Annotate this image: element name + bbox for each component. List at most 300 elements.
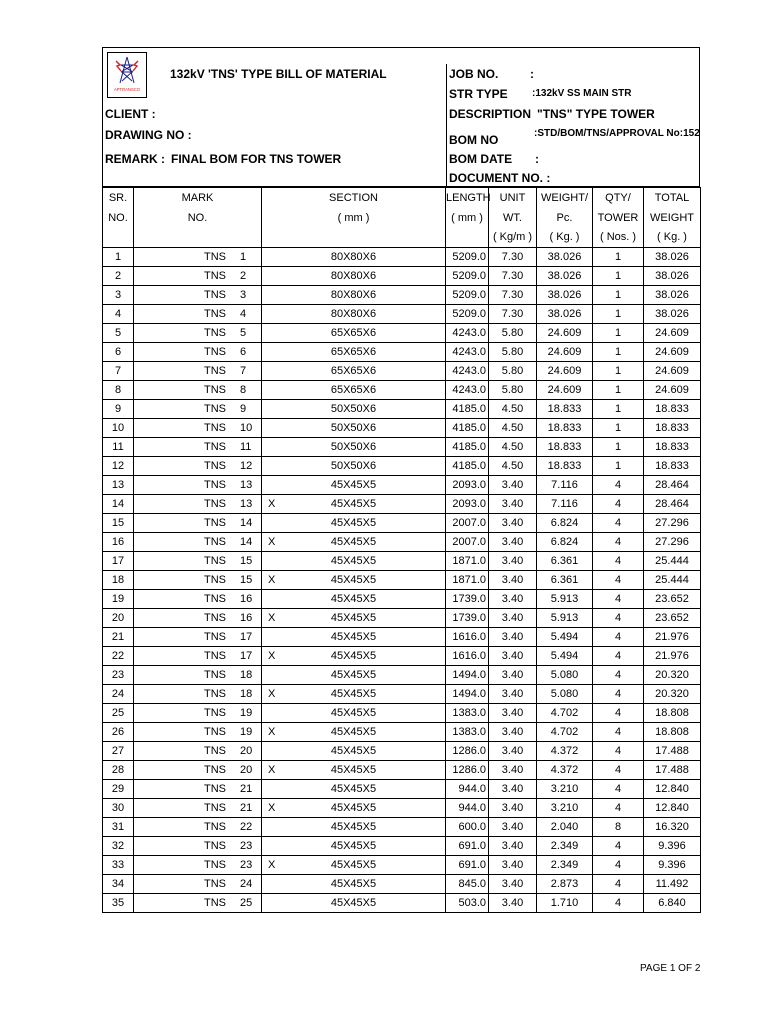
total-cell: 23.652 — [644, 590, 701, 609]
mark-prefix: TNS — [204, 840, 226, 852]
length-cell: 4185.0 — [446, 438, 489, 457]
section-cell: 45X45X5 — [262, 495, 446, 514]
weight-cell: 5.913 — [537, 590, 593, 609]
col-weight: ( Kg. ) — [537, 228, 593, 248]
mark-prefix: TNS — [204, 270, 226, 282]
length-cell: 5209.0 — [446, 286, 489, 305]
unit-weight-cell: 4.50 — [489, 457, 537, 476]
weight-cell: 4.702 — [537, 704, 593, 723]
unit-weight-cell: 3.40 — [489, 761, 537, 780]
total-cell: 16.320 — [644, 818, 701, 837]
mark-cell — [134, 248, 262, 267]
length-cell: 1616.0 — [446, 647, 489, 666]
mark-prefix: TNS — [204, 460, 226, 472]
mark-number: 18 — [240, 688, 253, 700]
unit-weight-cell: 7.30 — [489, 248, 537, 267]
mark-prefix: TNS — [204, 498, 226, 510]
mark-cell — [134, 286, 262, 305]
section-cell: 50X50X6 — [262, 400, 446, 419]
str-type-label: STR TYPE — [449, 87, 508, 101]
mark-cell — [134, 438, 262, 457]
mark-number: 14 — [240, 517, 253, 529]
length-cell: 4185.0 — [446, 400, 489, 419]
mark-cell — [134, 381, 262, 400]
col-length: ( mm ) — [446, 208, 489, 228]
qty-cell: 4 — [593, 875, 644, 894]
remark-value: FINAL BOM FOR TNS TOWER — [171, 152, 342, 166]
table-row — [103, 647, 701, 666]
mark-cell — [134, 666, 262, 685]
unit-weight-cell: 4.50 — [489, 400, 537, 419]
column-header-row — [103, 188, 701, 208]
total-cell: 18.833 — [644, 419, 701, 438]
length-cell: 1616.0 — [446, 628, 489, 647]
length-cell: 1383.0 — [446, 704, 489, 723]
total-cell: 20.320 — [644, 666, 701, 685]
col-qty: TOWER — [593, 208, 644, 228]
mark-cell — [134, 514, 262, 533]
total-cell: 9.396 — [644, 837, 701, 856]
bom-no-label: BOM NO — [449, 133, 499, 147]
total-cell: 11.492 — [644, 875, 701, 894]
table-row — [103, 495, 701, 514]
total-cell: 24.609 — [644, 362, 701, 381]
total-cell: 28.464 — [644, 495, 701, 514]
total-cell: 12.840 — [644, 799, 701, 818]
qty-cell: 4 — [593, 666, 644, 685]
section-cell: 65X65X6 — [262, 343, 446, 362]
section-cell: 45X45X5 — [262, 856, 446, 875]
mark-prefix: TNS — [204, 688, 226, 700]
table-row — [103, 609, 701, 628]
length-cell: 944.0 — [446, 780, 489, 799]
table-row — [103, 571, 701, 590]
sr-cell: 35 — [103, 894, 134, 913]
mark-cell — [134, 305, 262, 324]
mark-prefix: TNS — [204, 574, 226, 586]
total-cell: 18.833 — [644, 400, 701, 419]
length-cell: 1871.0 — [446, 571, 489, 590]
unit-weight-cell: 7.30 — [489, 286, 537, 305]
mark-cell — [134, 362, 262, 381]
mark-prefix: TNS — [204, 631, 226, 643]
col-sr — [103, 228, 134, 248]
sr-cell: 7 — [103, 362, 134, 381]
qty-cell: 4 — [593, 495, 644, 514]
unit-weight-cell: 3.40 — [489, 514, 537, 533]
mark-prefix: TNS — [204, 859, 226, 871]
mark-number: 6 — [240, 346, 247, 358]
mark-cell — [134, 533, 276, 552]
section-cell: 45X45X5 — [262, 761, 446, 780]
table-row — [103, 419, 701, 438]
mark-prefix: TNS — [204, 764, 226, 776]
mark-number: 17 — [240, 631, 253, 643]
col-unit: UNIT — [489, 188, 537, 208]
total-cell: 24.609 — [644, 343, 701, 362]
sr-cell: 31 — [103, 818, 134, 837]
mark-prefix: TNS — [204, 669, 226, 681]
unit-weight-cell: 3.40 — [489, 780, 537, 799]
column-header-row — [103, 208, 701, 228]
table-row — [103, 837, 701, 856]
sr-cell: 33 — [103, 856, 134, 875]
sr-cell: 9 — [103, 400, 134, 419]
mark-prefix: TNS — [204, 726, 226, 738]
section-cell: 45X45X5 — [262, 666, 446, 685]
description-label: DESCRIPTION — [449, 107, 532, 121]
mark-prefix: TNS — [204, 783, 226, 795]
total-cell: 38.026 — [644, 267, 701, 286]
col-mark: NO. — [134, 208, 262, 228]
length-cell: 1286.0 — [446, 742, 489, 761]
total-cell: 18.808 — [644, 723, 701, 742]
weight-cell: 38.026 — [537, 267, 593, 286]
job-no-label: JOB NO. — [449, 67, 499, 81]
col-length — [446, 228, 489, 248]
section-cell: 65X65X6 — [262, 362, 446, 381]
length-cell: 1286.0 — [446, 761, 489, 780]
section-cell: 45X45X5 — [262, 723, 446, 742]
table-row — [103, 761, 701, 780]
bom-sheet — [102, 47, 700, 913]
col-mark — [134, 228, 262, 248]
mark-prefix: TNS — [204, 289, 226, 301]
section-cell: 45X45X5 — [262, 837, 446, 856]
unit-weight-cell: 3.40 — [489, 799, 537, 818]
section-cell: 50X50X6 — [262, 438, 446, 457]
total-cell: 25.444 — [644, 552, 701, 571]
section-cell: 45X45X5 — [262, 533, 446, 552]
section-cell: 45X45X5 — [262, 647, 446, 666]
mark-number: 19 — [240, 707, 253, 719]
table-row — [103, 742, 701, 761]
qty-cell: 1 — [593, 381, 644, 400]
unit-weight-cell: 3.40 — [489, 894, 537, 913]
unit-weight-cell: 3.40 — [489, 837, 537, 856]
section-cell: 65X65X6 — [262, 324, 446, 343]
mark-cell — [134, 324, 262, 343]
mark-prefix: TNS — [204, 365, 226, 377]
col-length: LENGTH — [446, 188, 489, 208]
total-cell: 6.840 — [644, 894, 701, 913]
weight-cell: 38.026 — [537, 248, 593, 267]
mark-cell — [134, 457, 262, 476]
total-cell: 24.609 — [644, 324, 701, 343]
mark-cell — [134, 571, 276, 590]
mark-cell — [134, 704, 262, 723]
mark-suffix: X — [268, 574, 276, 586]
qty-cell: 1 — [593, 324, 644, 343]
total-cell: 27.296 — [644, 514, 701, 533]
table-row — [103, 666, 701, 685]
mark-number: 12 — [240, 460, 253, 472]
bom-header — [102, 47, 700, 187]
company-logo — [107, 52, 147, 98]
mark-number: 16 — [240, 612, 253, 624]
total-cell: 20.320 — [644, 685, 701, 704]
mark-number: 20 — [240, 764, 253, 776]
qty-cell: 4 — [593, 742, 644, 761]
mark-number: 23 — [240, 840, 253, 852]
mark-number: 10 — [240, 422, 253, 434]
unit-weight-cell: 3.40 — [489, 723, 537, 742]
mark-prefix: TNS — [204, 821, 226, 833]
length-cell: 5209.0 — [446, 267, 489, 286]
mark-prefix: TNS — [204, 251, 226, 263]
table-row — [103, 267, 701, 286]
table-row — [103, 704, 701, 723]
section-cell: 45X45X5 — [262, 514, 446, 533]
qty-cell: 4 — [593, 552, 644, 571]
mark-suffix: X — [268, 802, 276, 814]
unit-weight-cell: 3.40 — [489, 628, 537, 647]
client-label: CLIENT : — [105, 107, 156, 121]
bom-date-label: BOM DATE — [449, 152, 513, 166]
unit-weight-cell: 3.40 — [489, 476, 537, 495]
mark-cell — [134, 552, 262, 571]
mark-cell — [134, 267, 262, 286]
qty-cell: 1 — [593, 438, 644, 457]
mark-cell — [134, 647, 276, 666]
sr-cell: 5 — [103, 324, 134, 343]
job-no-colon: : — [530, 67, 534, 81]
mark-cell — [134, 761, 276, 780]
weight-cell: 18.833 — [537, 419, 593, 438]
qty-cell: 1 — [593, 419, 644, 438]
qty-cell: 4 — [593, 723, 644, 742]
sr-cell: 15 — [103, 514, 134, 533]
weight-cell: 5.494 — [537, 628, 593, 647]
mark-number: 21 — [240, 783, 253, 795]
unit-weight-cell: 3.40 — [489, 818, 537, 837]
mark-suffix: X — [268, 726, 276, 738]
description-value: "TNS" TYPE TOWER — [537, 107, 655, 121]
mark-cell — [134, 837, 262, 856]
mark-cell — [134, 894, 262, 913]
mark-suffix: X — [268, 764, 276, 776]
total-cell: 18.808 — [644, 704, 701, 723]
qty-cell: 1 — [593, 305, 644, 324]
sr-cell: 29 — [103, 780, 134, 799]
section-cell: 45X45X5 — [262, 799, 446, 818]
weight-cell: 2.040 — [537, 818, 593, 837]
table-row — [103, 590, 701, 609]
weight-cell: 3.210 — [537, 780, 593, 799]
col-sr: SR. — [103, 188, 134, 208]
mark-number: 18 — [240, 669, 253, 681]
weight-cell: 38.026 — [537, 305, 593, 324]
section-cell: 45X45X5 — [262, 742, 446, 761]
mark-number: 21 — [240, 802, 253, 814]
bom-no-value: :STD/BOM/TNS/APPROVAL No:152 — [534, 128, 700, 139]
table-row — [103, 476, 701, 495]
unit-weight-cell: 5.80 — [489, 324, 537, 343]
qty-cell: 4 — [593, 856, 644, 875]
sr-cell: 10 — [103, 419, 134, 438]
qty-cell: 4 — [593, 590, 644, 609]
weight-cell: 4.372 — [537, 742, 593, 761]
mark-suffix: X — [268, 859, 276, 871]
mark-number: 9 — [240, 403, 247, 415]
mark-number: 8 — [240, 384, 247, 396]
mark-cell — [134, 343, 262, 362]
sr-cell: 34 — [103, 875, 134, 894]
length-cell: 4185.0 — [446, 457, 489, 476]
section-cell: 50X50X6 — [262, 457, 446, 476]
col-qty: QTY/ — [593, 188, 644, 208]
mark-prefix: TNS — [204, 403, 226, 415]
logo-text: APTRANSCO — [113, 87, 141, 92]
table-row — [103, 856, 701, 875]
unit-weight-cell: 5.80 — [489, 343, 537, 362]
qty-cell: 1 — [593, 248, 644, 267]
weight-cell: 5.913 — [537, 609, 593, 628]
table-row — [103, 400, 701, 419]
col-total: WEIGHT — [644, 208, 701, 228]
sr-cell: 32 — [103, 837, 134, 856]
qty-cell: 4 — [593, 571, 644, 590]
length-cell: 691.0 — [446, 856, 489, 875]
mark-cell — [134, 476, 262, 495]
section-cell: 65X65X6 — [262, 381, 446, 400]
sr-cell: 14 — [103, 495, 134, 514]
length-cell: 4243.0 — [446, 343, 489, 362]
sr-cell: 2 — [103, 267, 134, 286]
total-cell: 17.488 — [644, 742, 701, 761]
total-cell: 18.833 — [644, 457, 701, 476]
total-cell: 9.396 — [644, 856, 701, 875]
mark-cell — [134, 590, 262, 609]
total-cell: 25.444 — [644, 571, 701, 590]
qty-cell: 1 — [593, 362, 644, 381]
mark-number: 24 — [240, 878, 253, 890]
mark-prefix: TNS — [204, 308, 226, 320]
mark-number: 13 — [240, 498, 253, 510]
total-cell: 21.976 — [644, 647, 701, 666]
length-cell: 845.0 — [446, 875, 489, 894]
sr-cell: 8 — [103, 381, 134, 400]
qty-cell: 4 — [593, 533, 644, 552]
qty-cell: 4 — [593, 685, 644, 704]
unit-weight-cell: 3.40 — [489, 742, 537, 761]
mark-cell — [134, 685, 276, 704]
qty-cell: 8 — [593, 818, 644, 837]
qty-cell: 4 — [593, 799, 644, 818]
length-cell: 4185.0 — [446, 419, 489, 438]
table-row — [103, 438, 701, 457]
mark-number: 7 — [240, 365, 247, 377]
mark-prefix: TNS — [204, 897, 226, 909]
sr-cell: 25 — [103, 704, 134, 723]
unit-weight-cell: 4.50 — [489, 438, 537, 457]
unit-weight-cell: 3.40 — [489, 685, 537, 704]
weight-cell: 24.609 — [537, 324, 593, 343]
qty-cell: 4 — [593, 894, 644, 913]
bom-title: 132kV 'TNS' TYPE BILL OF MATERIAL — [170, 67, 387, 81]
sr-cell: 24 — [103, 685, 134, 704]
mark-number: 23 — [240, 859, 253, 871]
unit-weight-cell: 3.40 — [489, 552, 537, 571]
mark-prefix: TNS — [204, 384, 226, 396]
qty-cell: 4 — [593, 780, 644, 799]
mark-cell — [134, 780, 262, 799]
sr-cell: 11 — [103, 438, 134, 457]
sr-cell: 4 — [103, 305, 134, 324]
table-row — [103, 286, 701, 305]
section-cell: 45X45X5 — [262, 818, 446, 837]
section-cell: 45X45X5 — [262, 476, 446, 495]
qty-cell: 1 — [593, 457, 644, 476]
sr-cell: 20 — [103, 609, 134, 628]
section-cell: 80X80X6 — [262, 248, 446, 267]
bom-table — [102, 187, 701, 913]
sr-cell: 1 — [103, 248, 134, 267]
length-cell: 1494.0 — [446, 666, 489, 685]
col-unit: WT. — [489, 208, 537, 228]
sr-cell: 13 — [103, 476, 134, 495]
weight-cell: 24.609 — [537, 343, 593, 362]
col-unit: ( Kg/m ) — [489, 228, 537, 248]
mark-number: 5 — [240, 327, 247, 339]
unit-weight-cell: 3.40 — [489, 495, 537, 514]
sr-cell: 27 — [103, 742, 134, 761]
mark-cell — [134, 400, 262, 419]
transmission-tower-icon — [108, 53, 146, 97]
table-row — [103, 894, 701, 913]
weight-cell: 18.833 — [537, 400, 593, 419]
section-cell: 45X45X5 — [262, 552, 446, 571]
weight-cell: 6.361 — [537, 552, 593, 571]
header-divider — [446, 64, 447, 188]
sr-cell: 12 — [103, 457, 134, 476]
sr-cell: 30 — [103, 799, 134, 818]
sr-cell: 19 — [103, 590, 134, 609]
mark-prefix: TNS — [204, 479, 226, 491]
unit-weight-cell: 3.40 — [489, 704, 537, 723]
weight-cell: 18.833 — [537, 438, 593, 457]
weight-cell: 7.116 — [537, 495, 593, 514]
sr-cell: 18 — [103, 571, 134, 590]
unit-weight-cell: 3.40 — [489, 856, 537, 875]
mark-prefix: TNS — [204, 745, 226, 757]
str-type-value: :132kV SS MAIN STR — [532, 88, 632, 99]
col-section — [262, 228, 446, 248]
mark-prefix: TNS — [204, 878, 226, 890]
weight-cell: 1.710 — [537, 894, 593, 913]
mark-prefix: TNS — [204, 612, 226, 624]
table-row — [103, 248, 701, 267]
qty-cell: 1 — [593, 400, 644, 419]
total-cell: 17.488 — [644, 761, 701, 780]
total-cell: 38.026 — [644, 248, 701, 267]
total-cell: 38.026 — [644, 305, 701, 324]
mark-suffix: X — [268, 688, 276, 700]
length-cell: 1383.0 — [446, 723, 489, 742]
total-cell: 28.464 — [644, 476, 701, 495]
mark-prefix: TNS — [204, 327, 226, 339]
mark-number: 20 — [240, 745, 253, 757]
mark-prefix: TNS — [204, 802, 226, 814]
mark-number: 3 — [240, 289, 247, 301]
col-weight: Pc. — [537, 208, 593, 228]
sr-cell: 22 — [103, 647, 134, 666]
page-number: PAGE 1 OF 2 — [640, 963, 701, 974]
col-weight: WEIGHT/ — [537, 188, 593, 208]
section-cell: 80X80X6 — [262, 305, 446, 324]
sr-cell: 17 — [103, 552, 134, 571]
mark-number: 15 — [240, 574, 253, 586]
